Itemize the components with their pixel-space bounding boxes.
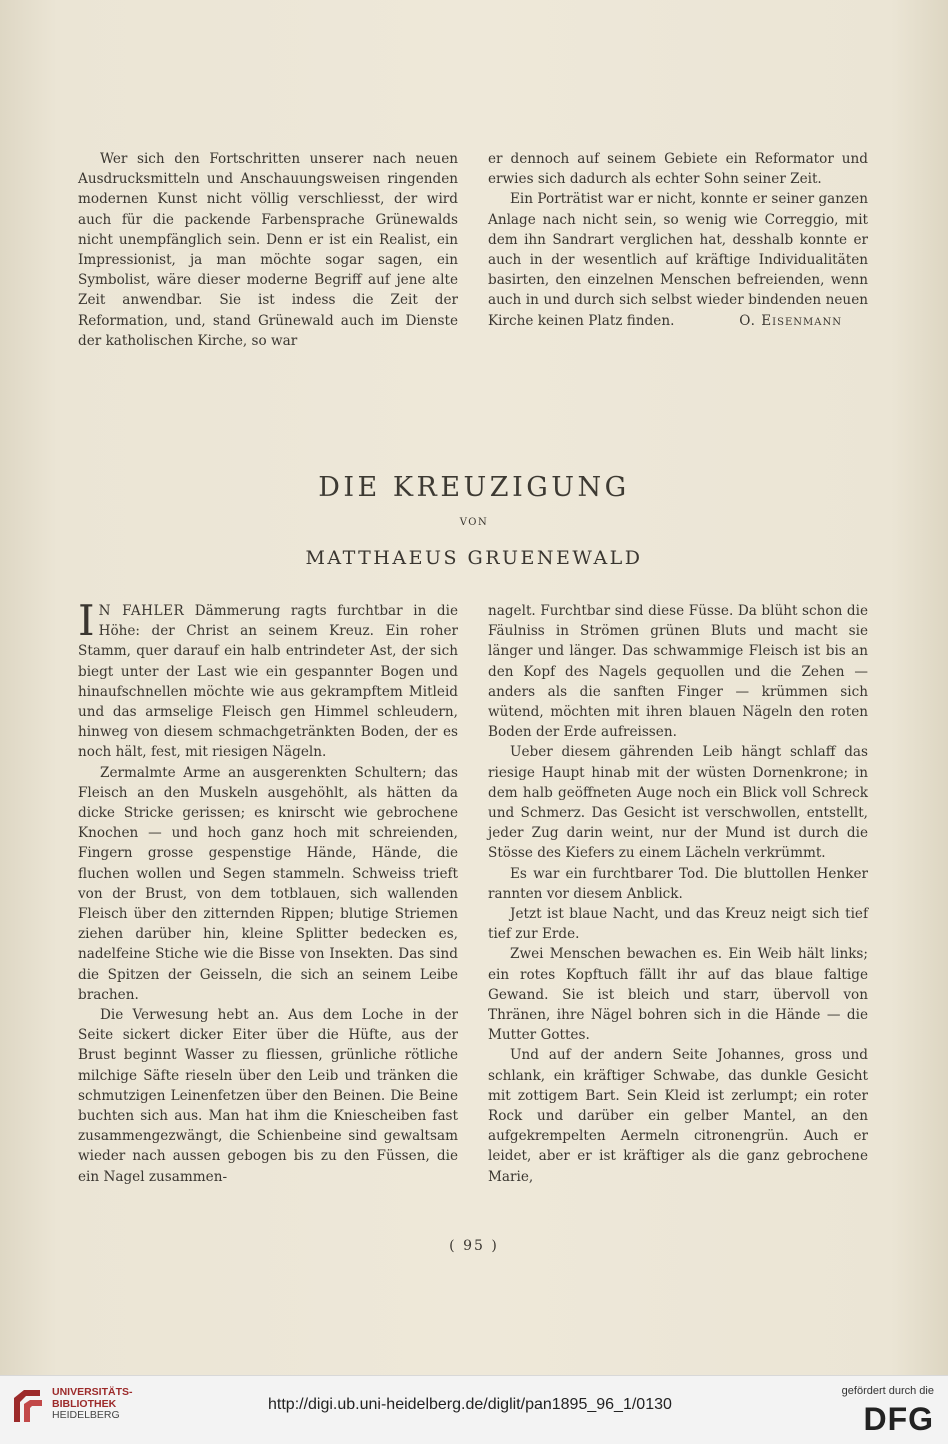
article-title: DIE KREUZIGUNG — [318, 472, 630, 503]
article-right-paragraph-5: Zwei Menschen bewachen es. Ein Weib hält links; ein rotes Kopftuch fällt ihr auf das blaue faltige Gewand. Sie ist bleich und starr, übervoll von Thränen, ihre Nägel bohren sich in die Hände — die Mutter Gottes. — [488, 946, 868, 1044]
article-von: VON — [459, 517, 489, 528]
funding-label: gefördert durch die — [841, 1385, 934, 1397]
article-right-paragraph-3: Es war ein furchtbarer Tod. Die bluttollen Henker rannten vor diesem Anblick. — [488, 865, 868, 902]
university-library-name[interactable] — [52, 1387, 133, 1422]
institution-line-3: HEIDELBERG — [52, 1409, 120, 1421]
article-author: MATTHAEUS GRUENEWALD — [305, 547, 643, 569]
intro-left-column — [78, 149, 458, 351]
dfg-logo[interactable]: DFG — [863, 1401, 934, 1437]
drop-cap: I — [78, 596, 95, 645]
article-left-column — [78, 596, 458, 1187]
article-paragraph-1 — [78, 596, 458, 763]
institution-line-1: UNIVERSITÄTS- — [52, 1386, 133, 1398]
viewer-footer — [0, 1375, 948, 1444]
intro-left-paragraph: Wer sich den Fortschritten unserer nach neuen Ausdrucksmitteln und Anschauungsweisen ringenden modernen Kunst nicht völlig verschliesst, der wird auch für die packende Farbensprache Grünewalds nicht unempfänglich sein. Denn er ist ein Realist, ein Impressionist, ja man möchte sogar sagen, ein Symbolist, wäre dieser moderne Begriff auf jene alte Zeit anwendbar. Sie ist indess die Zeit der Reformation, und, stand Grünewald auch im Dienste der katholischen Kirche, so war — [78, 151, 458, 349]
intro-right-paragraph-1: er dennoch auf seinem Gebiete ein Reformator und erwies sich dadurch als echter Sohn seiner Zeit. — [488, 151, 868, 188]
permalink-url[interactable]: http://digi.ub.uni-heidelberg.de/diglit/pan1895_96_1/0130 — [268, 1396, 672, 1413]
author-signature: O. Eisenmann — [739, 312, 842, 329]
intro-right-paragraph-2: Ein Porträtist war er nicht, konnte er seiner ganzen Anlage nach nicht sein, so wenig wie Correggio, mit dem ihn Sandrart verglichen hat, desshalb konnte er auch in der wesentlich auf kräftige Individualitäten basirten, den einzelnen Menschen befreienden, wenn auch in und durch sich selbst wieder bindenden neuen Kirche keinen Platz finden. — [488, 191, 868, 329]
article-right-paragraph-6: Und auf der andern Seite Johannes, gross und schlank, ein kräftiger Schwabe, das dunkle Gesicht mit zottigem Bart. Sein Kleid ist zerlumpt; ein roter Rock und darüber ein gelber Mantel, an den aufgekrempelten Aermeln citronengrün. Auch er leidet, aber er ist kräftiger als die ganz gebrochene Marie, — [488, 1047, 868, 1185]
opening-words: N FAHLER — [98, 603, 185, 619]
university-library-logo-icon[interactable] — [10, 1386, 46, 1426]
institution-line-2: BIBLIOTHEK — [52, 1397, 117, 1410]
article-right-paragraph-1: nagelt. Furchtbar sind diese Füsse. Da blüht schon die Fäulniss in Strömen grünen Bluts und macht sie länger und länger. Das schwammige Fleisch ist bis an den Kopf des Nagels gequollen und die Zehen — anders als die sanften Finger — krümmen sich wütend, möchten mit ihren blauen Nägeln den roten Boden der Erde aufreissen. — [488, 603, 868, 741]
article-paragraph-1-text: Dämmerung ragts furchtbar in die Höhe: der Christ an seinem Kreuz. Ein roher Stamm, quer darauf ein halb entrindeter Ast, der sich biegt unter der Last wie ein gespannter Bogen und hinaufschnellen möchte wie aus gekrampftem Mitleid und das armselige Fleisch gen Himmel schleudern, hinweg von diesem schmachgetränkten Boden, der es noch hält, fest, mit riesigen Nägeln. — [78, 603, 458, 761]
article-right-paragraph-2: Ueber diesem gährenden Leib hängt schlaff das riesige Haupt hinab mit der wüsten Dornenkrone; in dem halb geöffneten Auge noch ein Blick voll Schreck und Schmerz. Das Gesicht ist verschwollen, entstellt, jeder Zug darin weint, nur der Mund ist durch die Stösse des Kiefers zu einem Lächeln verkrümmt. — [488, 744, 868, 862]
intro-right-column — [488, 149, 868, 331]
article-right-paragraph-4: Jetzt ist blaue Nacht, und das Kreuz neigt sich tief tief zur Erde. — [488, 906, 868, 943]
page-number: ( 95 ) — [449, 1238, 499, 1254]
article-paragraph-2: Zermalmte Arme an ausgerenkten Schultern; das Fleisch an den Muskeln ausgehöhlt, als hätten da dicke Stricke gerissen; es knirscht wie gebrochene Knochen — und hoch ganz hoch mit schreienden, Fingern grosse gespenstige Hände, Hände, die fluchen wollen und Segen stammeln. Schweiss trieft von der Brust, von dem totblauen, sich wallenden Fleisch über den zitternden Rippen; blutige Striemen ziehen darüber hin, kleine Splitter bedecken es, nadelfeine Stiche wie die Bisse von Insekten. Das sind die Spitzen der Geisseln, die sich an seinem Leibe brachen. — [78, 764, 458, 1003]
article-paragraph-3: Die Verwesung hebt an. Aus dem Loche in der Seite sickert dicker Eiter über die Hüfte, aus der Brust beginnt Wasser zu fliessen, grünliche rötliche milchige Säfte rieseln über den Leib und tränken die schmutzigen Leinenfetzen über den Beinen. Die Beine buchten sich aus. Man hat ihm die Kniescheiben fast zusammengezwängt, die Schienbeine sind gewaltsam wieder nach aussen gebogen bis zu den Füssen, die ein Nagel zusammen- — [78, 1007, 458, 1185]
article-right-column — [488, 601, 868, 1187]
